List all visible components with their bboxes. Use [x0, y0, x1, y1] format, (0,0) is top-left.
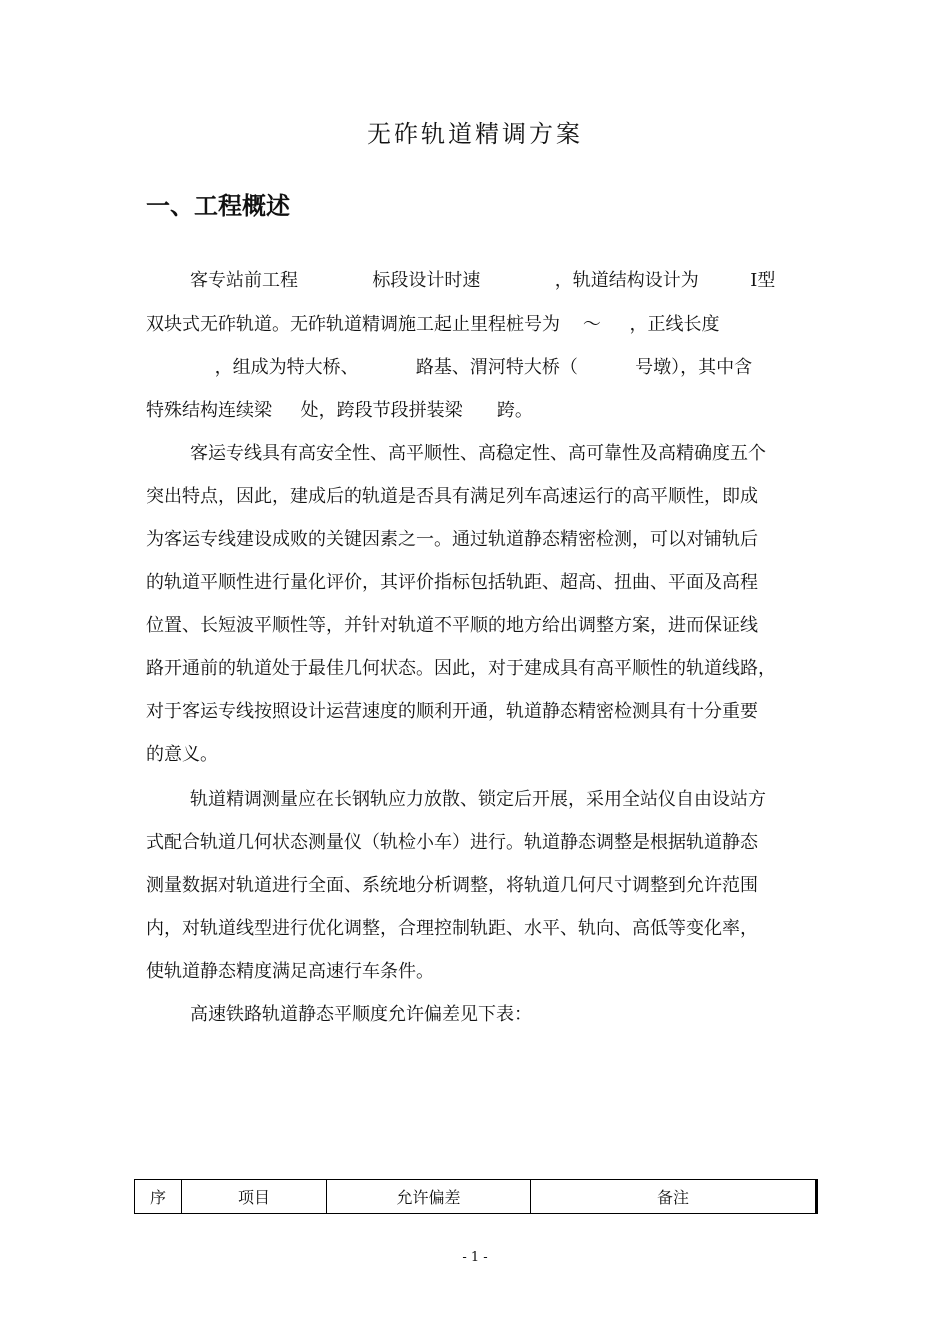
paragraph-line: 特殊结构连续梁 处，跨段节段拼装梁 跨。	[146, 400, 533, 421]
paragraph-line: 对于客运专线按照设计运营速度的顺利开通，轨道静态精密检测具有十分重要	[146, 701, 758, 722]
paragraph-line: 测量数据对轨道进行全面、系统地分析调整，将轨道几何尺寸调整到允许范围	[146, 875, 758, 896]
paragraph-line: 式配合轨道几何状态测量仪（轨检小车）进行。轨道静态调整是根据轨道静态	[146, 832, 758, 853]
table-header-cell: 备注	[531, 1180, 817, 1214]
paragraph-line: 位置、长短波平顺性等，并针对轨道不平顺的地方给出调整方案，进而保证线	[146, 615, 758, 636]
table-header-cell: 序	[135, 1180, 182, 1214]
paragraph-line: 为客运专线建设成败的关键因素之一。通过轨道静态精密检测，可以对铺轨后	[146, 529, 758, 550]
paragraph-line: 突出特点，因此，建成后的轨道是否具有满足列车高速运行的高平顺性，即成	[146, 486, 758, 507]
paragraph-line: 使轨道静态精度满足高速行车条件。	[146, 961, 434, 982]
table-header-cell: 项目	[182, 1180, 327, 1214]
paragraph-line: 高速铁路轨道静态平顺度允许偏差见下表：	[190, 1004, 532, 1025]
paragraph-line: 双块式无砟轨道。无砟轨道精调施工起止里程桩号为 ～ ，正线长度	[146, 314, 720, 335]
paragraph-line: 轨道精调测量应在长钢轨应力放散、锁定后开展，采用全站仪自由设站方	[190, 789, 766, 810]
paragraph-line: 客专站前工程 标段设计时速 ，轨道结构设计为 Ⅰ型	[190, 270, 776, 291]
paragraph-line: 路开通前的轨道处于最佳几何状态。因此，对于建成具有高平顺性的轨道线路，	[146, 658, 776, 679]
paragraph-line: 内，对轨道线型进行优化调整，合理控制轨距、水平、轨向、高低等变化率，	[146, 918, 758, 939]
document-title: 无砟轨道精调方案	[367, 120, 583, 148]
paragraph-line: 的轨道平顺性进行量化评价，其评价指标包括轨距、超高、扭曲、平面及高程	[146, 572, 758, 593]
deviation-table	[134, 1179, 818, 1214]
table-header-cell: 允许偏差	[327, 1180, 531, 1214]
table-header-row	[135, 1180, 817, 1214]
paragraph-line: ，组成为特大桥、 路基、渭河特大桥（ 号墩），其中含	[146, 357, 753, 378]
section-heading: 一、工程概述	[146, 192, 290, 220]
page-number: - 1 -	[462, 1250, 488, 1265]
paragraph-line: 客运专线具有高安全性、高平顺性、高稳定性、高可靠性及高精确度五个	[190, 443, 766, 464]
paragraph-line: 的意义。	[146, 744, 218, 765]
